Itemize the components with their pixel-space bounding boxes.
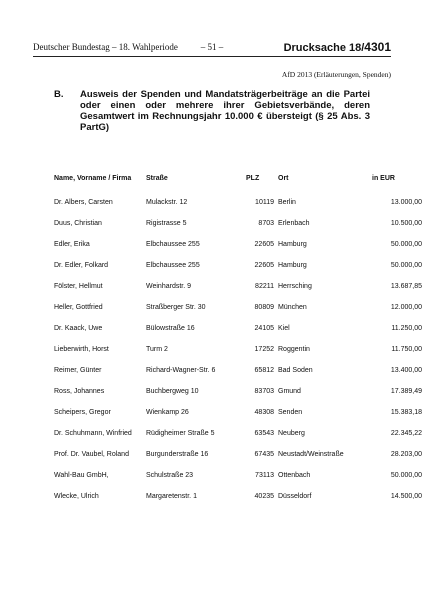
cell-city: Roggentin [278, 346, 310, 353]
cell-street: Elbchaussee 255 [146, 262, 200, 269]
cell-city: Bad Soden [278, 367, 313, 374]
column-header-name: Name, Vorname / Firma [54, 175, 132, 182]
cell-city: Neuberg [278, 430, 305, 437]
cell-city: Hamburg [278, 262, 307, 269]
cell-amount: 50.000,00 [390, 262, 422, 269]
table-row [54, 472, 422, 493]
cell-name: Edler, Erika [54, 241, 90, 248]
cell-amount: 10.500,00 [390, 220, 422, 227]
column-header-city: Ort [278, 175, 289, 182]
table-row [54, 451, 422, 472]
table-row [54, 346, 422, 367]
cell-postcode: 40235 [254, 493, 274, 500]
cell-street: Rigistrasse 5 [146, 220, 187, 227]
cell-amount: 28.203,00 [390, 451, 422, 458]
cell-amount: 17.389,49 [390, 388, 422, 395]
cell-amount: 14.500,00 [390, 493, 422, 500]
cell-street: Mulackstr. 12 [146, 199, 188, 206]
cell-street: Bülowstraße 16 [146, 325, 195, 332]
table-row [54, 241, 422, 262]
cell-amount: 13.400,00 [390, 367, 422, 374]
table-row [54, 367, 422, 388]
header-page-number: – 51 – [200, 42, 224, 52]
cell-name: Ross, Johannes [54, 388, 105, 395]
cell-amount: 12.000,00 [390, 304, 422, 311]
table-row [54, 493, 422, 514]
cell-city: Neustadt/Weinstraße [278, 451, 344, 458]
cell-amount: 50.000,00 [390, 472, 422, 479]
cell-name: Reimer, Günter [54, 367, 102, 374]
header-document-number [284, 40, 391, 54]
header-document-label: Drucksache 18/ [283, 42, 365, 54]
column-header-street: Straße [146, 175, 168, 182]
cell-name: Dr. Kaack, Uwe [54, 325, 103, 332]
table-header-row [54, 175, 422, 187]
cell-name: Dr. Edler, Folkard [54, 262, 109, 269]
cell-postcode: 83703 [254, 388, 274, 395]
cell-amount: 50.000,00 [390, 241, 422, 248]
cell-street: Wienkamp 26 [146, 409, 189, 416]
cell-city: Berlin [278, 199, 296, 206]
cell-city: Kiel [278, 325, 290, 332]
section-letter: B. [54, 89, 64, 100]
cell-name: Dr. Schuhmann, Winfried [54, 430, 132, 437]
cell-postcode: 48308 [254, 409, 274, 416]
cell-postcode: 65812 [254, 367, 274, 374]
cell-name: Lieberwirth, Horst [54, 346, 109, 353]
cell-postcode: 17252 [254, 346, 274, 353]
table-row [54, 262, 422, 283]
cell-amount: 11.750,00 [391, 346, 422, 353]
column-header-postcode: PLZ [246, 175, 260, 182]
cell-street: Richard-Wagner-Str. 6 [146, 367, 216, 374]
table-row [54, 283, 422, 304]
cell-postcode: 24105 [254, 325, 274, 332]
cell-city: München [278, 304, 307, 311]
donor-table [54, 175, 422, 514]
table-row [54, 220, 422, 241]
cell-street: Elbchaussee 255 [146, 241, 200, 248]
header-document-id: 4301 [364, 40, 391, 54]
cell-name: Scheipers, Gregor [54, 409, 111, 416]
cell-city: Senden [278, 409, 303, 416]
cell-city: Gmund [278, 388, 301, 395]
table-row [54, 388, 422, 409]
cell-postcode: 67435 [254, 451, 274, 458]
cell-name: Dr. Albers, Carsten [54, 199, 113, 206]
cell-city: Düsseldorf [278, 493, 312, 500]
cell-name: Prof. Dr. Vaubel, Roland [54, 451, 129, 458]
table-row [54, 187, 422, 220]
cell-city: Erlenbach [278, 220, 310, 227]
cell-postcode: 63543 [254, 430, 274, 437]
cell-postcode: 8703 [258, 220, 274, 227]
table-row [54, 304, 422, 325]
cell-street: Rüdigheimer Straße 5 [146, 430, 215, 437]
cell-name: Duus, Christian [54, 220, 102, 227]
cell-postcode: 73113 [255, 472, 274, 479]
cell-street: Burgunderstraße 16 [146, 451, 209, 458]
cell-amount: 13.000,00 [390, 199, 422, 206]
page-subtitle: AfD 2013 (Erläuterungen, Spenden) [281, 70, 391, 79]
cell-postcode: 10119 [255, 199, 274, 206]
cell-city: Ottenbach [278, 472, 311, 479]
cell-amount: 11.250,00 [391, 325, 422, 332]
cell-postcode: 22605 [254, 241, 274, 248]
cell-street: Weinhardstr. 9 [146, 283, 192, 290]
cell-street: Schulstraße 23 [146, 472, 194, 479]
cell-street: Buchbergweg 10 [146, 388, 199, 395]
table-row [54, 430, 422, 451]
cell-street: Straßberger Str. 30 [146, 304, 206, 311]
cell-postcode: 82211 [255, 283, 274, 290]
cell-postcode: 80809 [254, 304, 274, 311]
cell-postcode: 22605 [254, 262, 274, 269]
header-publisher: Deutscher Bundestag – 18. Wahlperiode [33, 42, 178, 52]
cell-city: Herrsching [278, 283, 312, 290]
cell-amount: 15.383,18 [390, 409, 422, 416]
section-title: Ausweis der Spenden und Mandatsträgerbeiträge an die Partei oder einen oder mehrere ihrer Gebietsverbände, deren Gesamtwert im Rechnungsjahr 10.000 € übersteigt (§ 25 Abs. 3 PartG) [80, 89, 370, 133]
table-row [54, 409, 422, 430]
cell-name: Heller, Gottfried [54, 304, 103, 311]
cell-name: Wahl-Bau GmbH, [54, 472, 109, 479]
cell-amount: 13.687,85 [390, 283, 422, 290]
column-header-amount: in EUR [372, 175, 395, 182]
cell-street: Turm 2 [146, 346, 168, 353]
cell-street: Margaretenstr. 1 [146, 493, 197, 500]
page-header [33, 40, 391, 57]
cell-name: Fölster, Hellmut [54, 283, 103, 290]
cell-city: Hamburg [278, 241, 307, 248]
cell-amount: 22.345,22 [390, 430, 422, 437]
table-row [54, 325, 422, 346]
cell-name: Wlecke, Ulrich [54, 493, 99, 500]
